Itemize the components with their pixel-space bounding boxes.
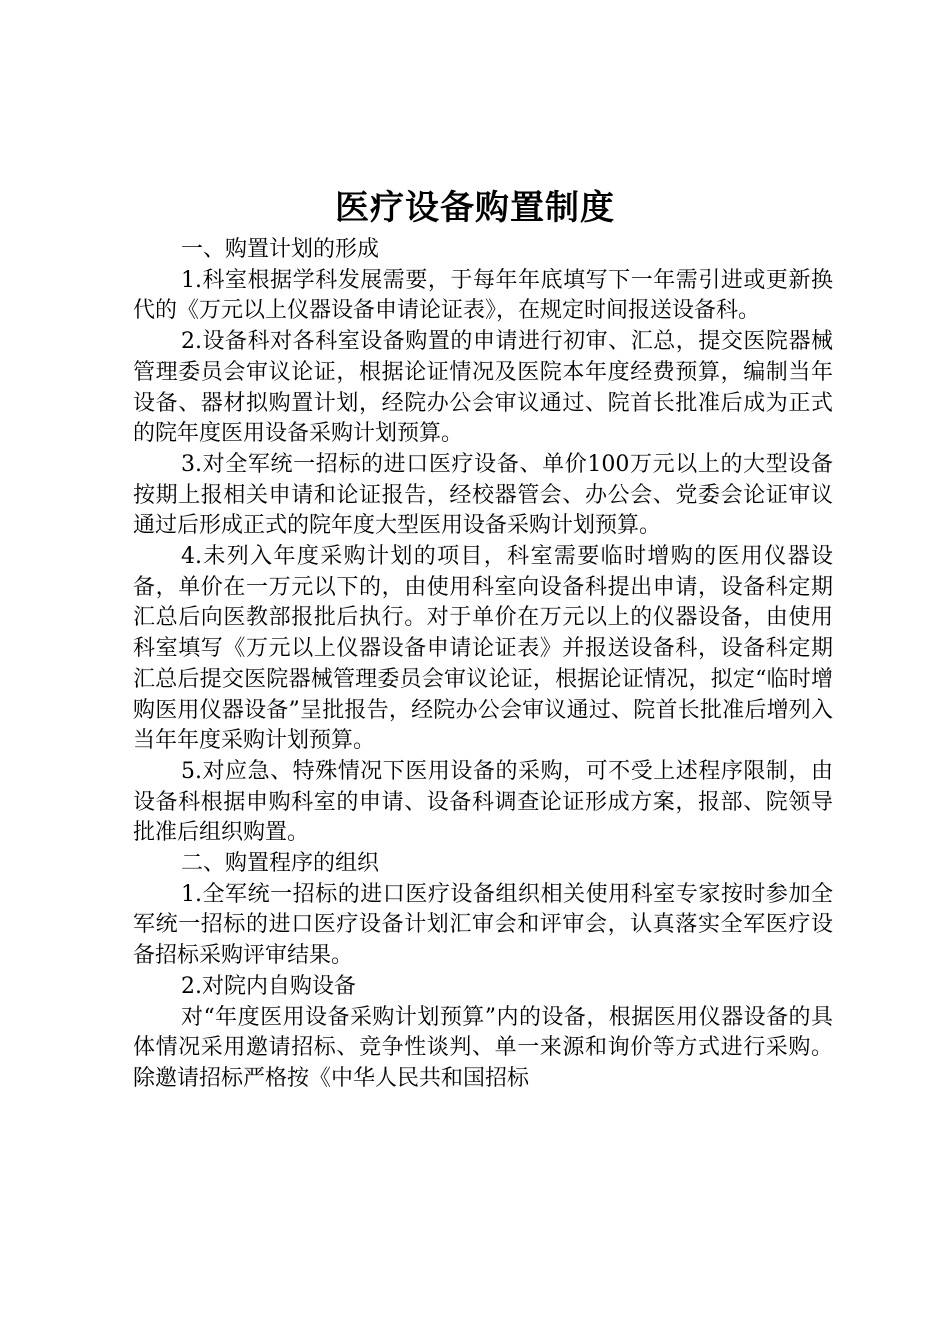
document-body bbox=[133, 235, 833, 1095]
paragraph-2-1: 1.全军统一招标的进口医疗设备组织相关使用科室专家按时参加全军统一招标的进口医疗设备计划汇审会和评审会，认真落实全军医疗设备招标采购评审结果。 bbox=[133, 881, 833, 969]
paragraph-1-5: 5.对应急、特殊情况下医用设备的采购，可不受上述程序限制，由设备科根据申购科室的申请、设备科调查论证形成方案，报部、院领导批准后组织购置。 bbox=[133, 758, 833, 846]
section-heading-2: 二、购置程序的组织 bbox=[181, 851, 380, 877]
paragraph-1-1: 1.科室根据学科发展需要，于每年年底填写下一年需引进或更新换代的《万元以上仪器设备申请论证表》，在规定时间报送设备科。 bbox=[133, 267, 833, 324]
paragraph-2-3: 对“年度医用设备采购计划预算”内的设备，根据医用仪器设备的具体情况采用邀请招标、竞争性谈判、单一来源和询价等方式进行采购。除邀请招标严格按《中华人民共和国招标 bbox=[133, 1004, 833, 1091]
paragraph-1-4: 4.未列入年度采购计划的项目，科室需要临时增购的医用仪器设备，单价在一万元以下的，由使用科室向设备科提出申请，设备科定期汇总后向医教部报批后执行。对于单价在万元以上的仪器设备，由使用科室填写《万元以上仪器设备申请论证表》并报送设备科，设备科定期汇总后提交医院器械管理委员会审议论证，根据论证情况，拟定“临时增购医用仪器设备”呈批报告，经院办公会审议通过、院首长批准后增列入当年年度采购计划预算。 bbox=[133, 544, 833, 754]
document-title: 医疗设备购置制度 bbox=[335, 188, 615, 228]
paragraph-1-3: 3.对全军统一招标的进口医疗设备、单价100万元以上的大型设备按期上报相关申请和论证报告，经校器管会、办公会、党委会论证审议通过后形成正式的院年度大型医用设备采购计划预算。 bbox=[133, 451, 833, 539]
paragraph-1-2: 2.设备科对各科室设备购置的申请进行初审、汇总，提交医院器械管理委员会审议论证，根据论证情况及医院本年度经费预算，编制当年设备、器材拟购置计划，经院办公会审议通过、院首长批准后成为正式的院年度医用设备采购计划预算。 bbox=[133, 329, 833, 447]
section-heading-1: 一、购置计划的形成 bbox=[181, 237, 380, 262]
paragraph-2-2: 2.对院内自购设备 bbox=[181, 973, 356, 999]
